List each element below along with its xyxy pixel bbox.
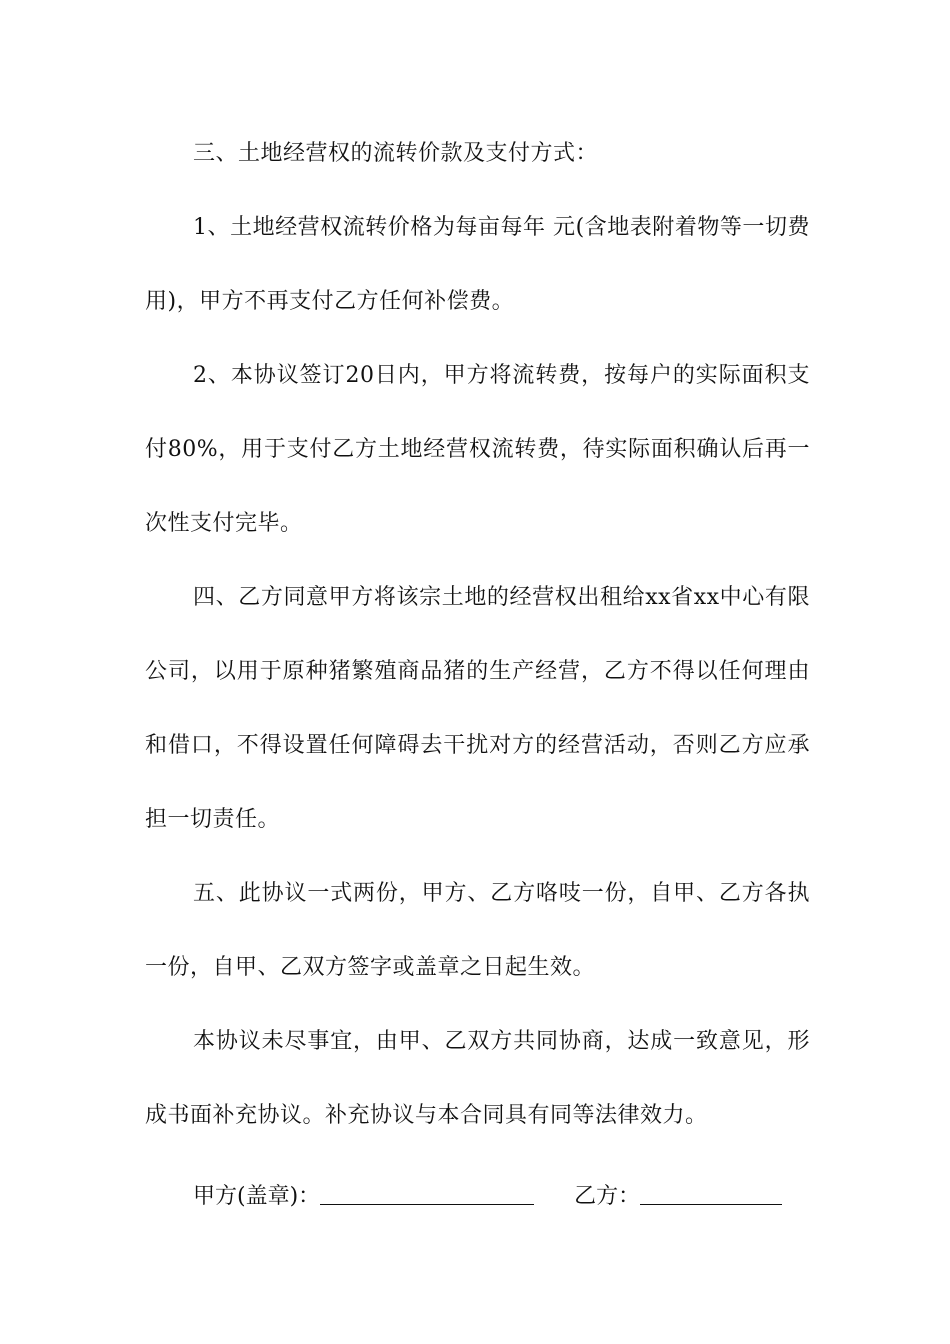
section-3-heading: 三、土地经营权的流转价款及支付方式： (193, 141, 599, 166)
supplementary-clause: 本协议未尽事宜，由甲、乙双方共同协商，达成一致意见，形成书面补充协议。补充协议与本合同具有同等法律效力。 (145, 1029, 810, 1128)
party-b-signature-blank (640, 1182, 782, 1205)
clause-3-1: 1、土地经营权流转价格为每亩每年 元(含地表附着物等一切费用)，甲方不再支付乙方任何补偿费。 (145, 215, 810, 314)
section-4: 四、乙方同意甲方将该宗土地的经营权出租给xx省xx中心有限公司，以用于原种猪繁殖商品猪的生产经营，乙方不得以任何理由和借口，不得设置任何障碍去干扰对方的经营活动，否则乙方应承担一切责任。 (145, 585, 810, 832)
section-5: 五、此协议一式两份，甲方、乙方咯吱一份，自甲、乙方各执一份，自甲、乙双方签字或盖章之日起生效。 (145, 881, 810, 980)
party-a-signature-blank (320, 1182, 534, 1205)
party-b-label: 乙方： (574, 1184, 641, 1209)
clause-3-2: 2、本协议签订20日内，甲方将流转费，按每户的实际面积支付80%，用于支付乙方土地经营权流转费，待实际面积确认后再一次性支付完毕。 (145, 363, 810, 536)
signature-line (193, 1160, 782, 1234)
party-a-label: 甲方(盖章)： (193, 1184, 321, 1209)
